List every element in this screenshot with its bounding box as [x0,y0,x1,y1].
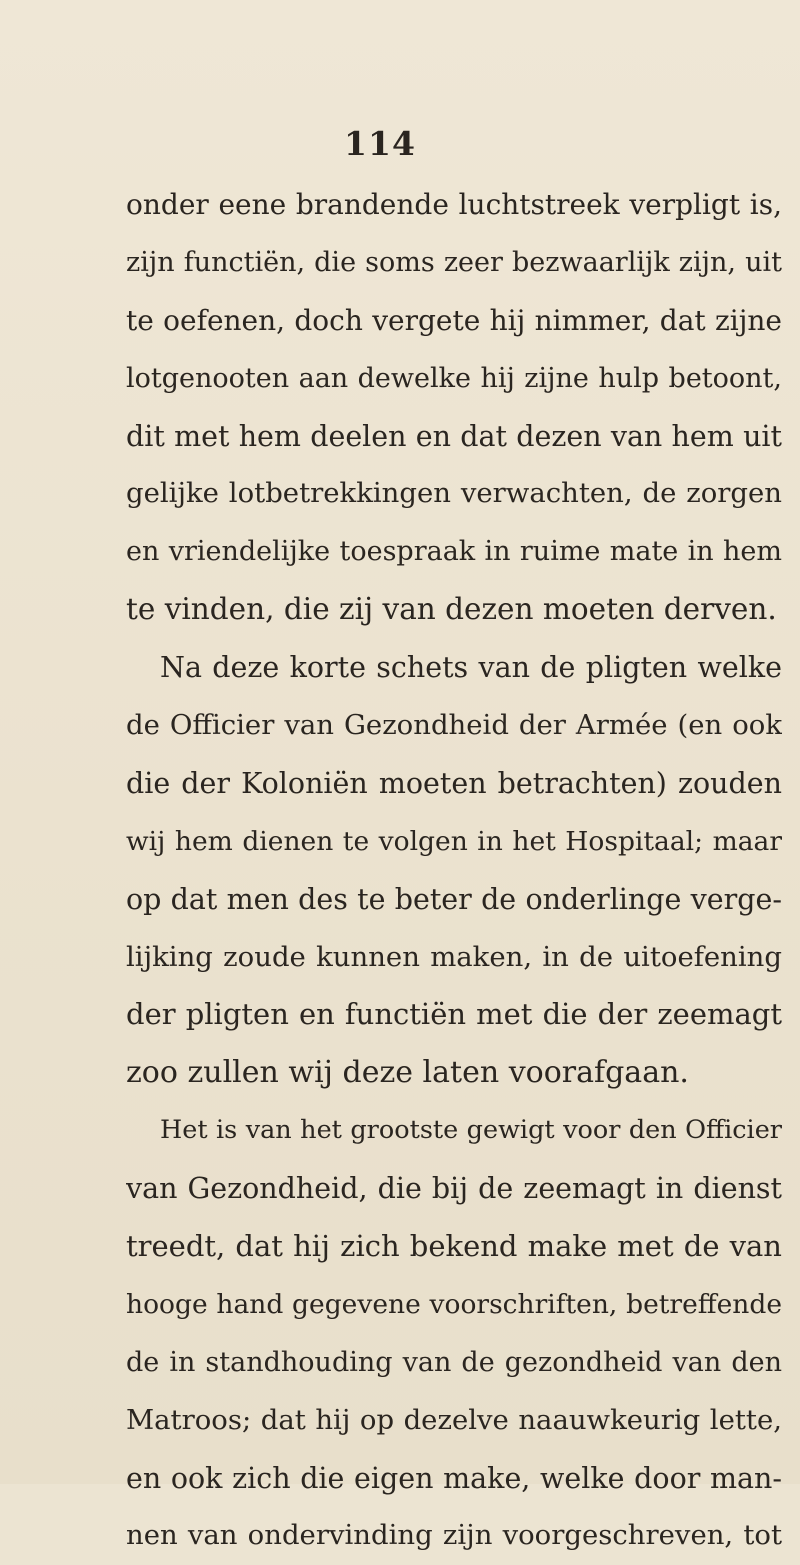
page-number: 114 [344,124,416,163]
paragraph-start-line: Na deze korte schets van de pligten welke [160,651,782,685]
text-line: treedt, dat hij zich bekend make met de van [126,1229,782,1264]
text-line: lotgenooten aan dewelke hij zijne hulp betoont, [126,362,782,394]
text-line: zoo zullen wij deze laten voorafgaan. [126,1055,689,1091]
text-line: die der Koloniën moeten betrachten) zouden [126,766,782,800]
body-text [126,176,782,1565]
text-line: op dat men des te beter de onderlinge verge- [126,882,782,916]
text-line: van Gezondheid, die bij de zeemagt in dienst [126,1172,782,1206]
text-line: hooge hand gegevene voorschriften, betreffende [126,1288,782,1320]
text-line: onder eene brandende luchtstreek verpligt is, [126,188,782,221]
text-line: en ook zich die eigen make, welke door man- [126,1461,782,1495]
text-line: dit met hem deelen en dat dezen van hem uit [126,419,782,453]
text-line: wij hem dienen te volgen in het Hospitaal; maar [126,825,782,857]
text-line: de Officier van Gezondheid der Armée (en ook [126,709,782,742]
text-line: lijking zoude kunnen maken, in de uitoefening [126,940,782,973]
text-line: en vriendelijke toespraak in ruime mate in hem [126,536,782,568]
text-line: te oefenen, doch vergete hij nimmer, dat zijne [126,303,782,337]
text-line: de in standhouding van de gezondheid van den [126,1346,782,1378]
text-line: gelijke lotbetrekkingen verwachten, de zorgen [126,477,782,510]
text-line: nen van ondervinding zijn voorgeschreven, tot [126,1519,782,1552]
text-line: der pligten en functiën met die der zeemagt [126,997,782,1032]
text-line: zijn functiën, die soms zeer bezwaarlijk zijn, uit [126,246,782,278]
text-line: te vinden, die zij van dezen moeten derven. [126,592,777,627]
paragraph-start-line: Het is van het grootste gewigt voor den Officier [160,1115,782,1146]
text-line: Matroos; dat hij op dezelve naauwkeurig lette, [126,1403,782,1436]
